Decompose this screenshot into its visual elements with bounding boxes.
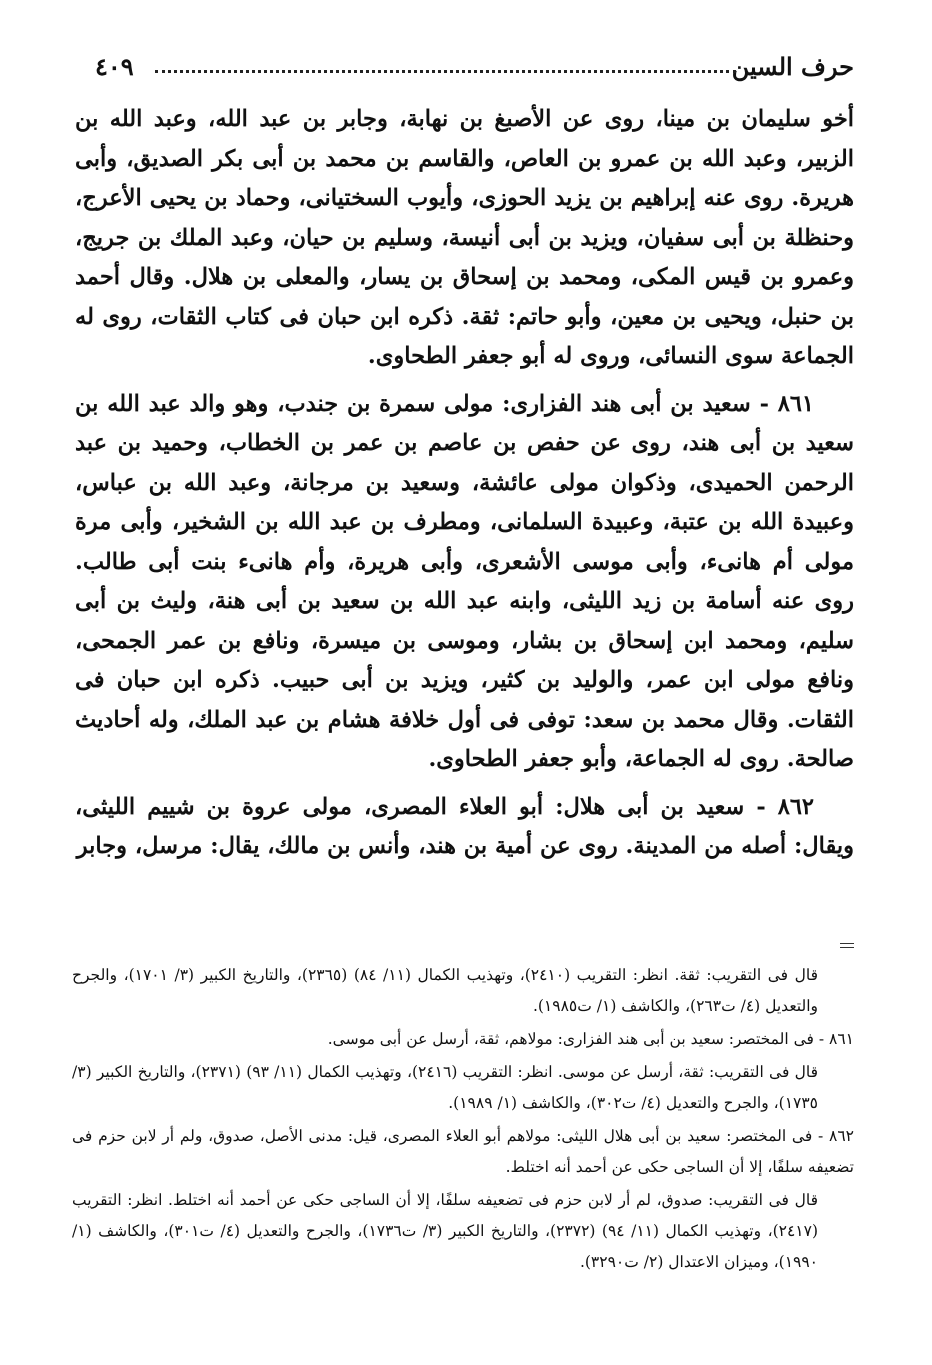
footnote-862-mukhtasar: ٨٦٢ - فى المختصر: سعيد بن أبى هلال الليثى: مولاهم أبو العلاء المصرى، قيل: مدنى الأصل، صدوق، ولم أر لابن حزم فى تضعيفه سلفًا، إلا أن الساجى حكى عن أحمد أنه اختلط.	[72, 1127, 854, 1176]
footnote-861-mukhtasar: ٨٦١ - فى المختصر: سعيد بن أبى هند الفزارى: مولاهم، ثقة، أرسل عن أبى موسى.	[327, 1030, 854, 1048]
page-number: ٤٠٩	[95, 52, 134, 81]
running-title: حرف السين	[731, 52, 854, 81]
footnote-taqrib-860: قال فى التقريب: ثقة. انظر: التقريب (٢٤١٠)، وتهذيب الكمال (١١/ ٨٤) (٢٣٦٥)، والتاريخ الكبير (٣/ ١٧٠١)، والجرح والتعديل (٤/ ت٢٦٣)، والكاشف (١/ ت١٩٨٥).	[72, 966, 818, 1015]
entry-862: ٨٦٢ - سعيد بن أبى هلال: أبو العلاء المصرى، مولى عروة بن شييم الليثى، ويقال: أصله من المدينة. روى عن أمية بن هند، وأنس بن مالك، يقال: مرسل، وجابر	[75, 793, 854, 859]
paragraph-continuation: أخو سليمان بن مينا، روى عن الأصبغ بن نهابة، وجابر بن عبد الله، وعبد الله بن الزبير، وعبد الله بن عمرو بن العاص، والقاسم بن محمد بن أبى بكر الصديق، وأبى هريرة. روى عنه إبراهيم بن يزيد الحوزى، وأيوب السختيانى، وحماد بن يحيى الأعرج، وحنظلة بن أبى سفيان، ويزيد بن أبى أنيسة، وسليم بن حيان، وعبد الملك بن جريج، وعمرو بن قيس المكى، ومحمد بن إسحاق بن يسار، والمعلى بن هلال. وقال أحمد بن حنبل، ويحيى بن معين، وأبو حاتم: ثقة. ذكره ابن حبان فى كتاب الثقات، روى له الجماعة سوى النسائى، وروى له أبو جعفر الطحاوى.	[75, 106, 854, 369]
footnote-862-taqrib: قال فى التقريب: صدوق، لم أر لابن حزم فى تضعيفه سلفًا، إلا أن الساجى حكى عن أحمد أنه اختلط. انظر: التقريب (٢٤١٧)، وتهذيب الكمال (١١/ ٩٤) (٢٣٧٢)، والتاريخ الكبير (٣/ ت١٧٣٦)، والجرح والتعديل (٤/ ت٣٠١)، والكاشف (١/ ١٩٩٠)، وميزان الاعتدال (٢/ ت٣٢٩٠).	[72, 1191, 819, 1271]
main-text	[75, 100, 854, 875]
footnotes	[72, 960, 854, 1280]
header-dot-leader	[155, 70, 736, 73]
footnote-separator-second-line	[840, 947, 854, 948]
footnote-separator	[840, 943, 854, 944]
footnote-861-taqrib: قال فى التقريب: ثقة، أرسل عن موسى. انظر: التقريب (٢٤١٦)، وتهذيب الكمال (١١/ ٩٣) (٢٣٧١)، والتاريخ الكبير (٣/ ١٧٣٥)، والجرح والتعديل (٤/ ت٣٠٢)، والكاشف (١/ ١٩٨٩).	[72, 1063, 819, 1112]
entry-861: ٨٦١ - سعيد بن أبى هند الفزارى: مولى سمرة بن جندب، وهو والد عبد الله بن سعيد بن أبى هند، روى عن حفص بن عاصم بن عمر بن الخطاب، وحميد بن عبد الرحمن الحميدى، وذكوان مولى عائشة، وسعيد بن مرجانة، وعبد الله بن عباس، وعبيدة الله بن عتبة، وعبيدة السلمانى، ومطرف بن عبد الله بن الشخير، وأبى مرة مولى أم هانىء، وأبى موسى الأشعرى، وأبى هريرة، وأم هانىء بنت أبى طالب. روى عنه أسامة بن زيد الليثى، وابنه عبد الله بن سعيد بن أبى هنة، وليث بن أبى سليم، ومحمد ابن إسحاق بن بشار، وموسى بن ميسرة، ونافع بن عمر الجمحى، ونافع مولى ابن عمر، والوليد بن كثير، ويزيد بن أبى حبيب. ذكره ابن حبان فى الثقات. وقال محمد بن سعد: توفى فى أول خلافة هشام بن عبد الملك، وله أحاديث صالحة. روى له الجماعة، وأبو جعفر الطحاوى.	[75, 390, 854, 772]
page-header	[95, 52, 854, 92]
